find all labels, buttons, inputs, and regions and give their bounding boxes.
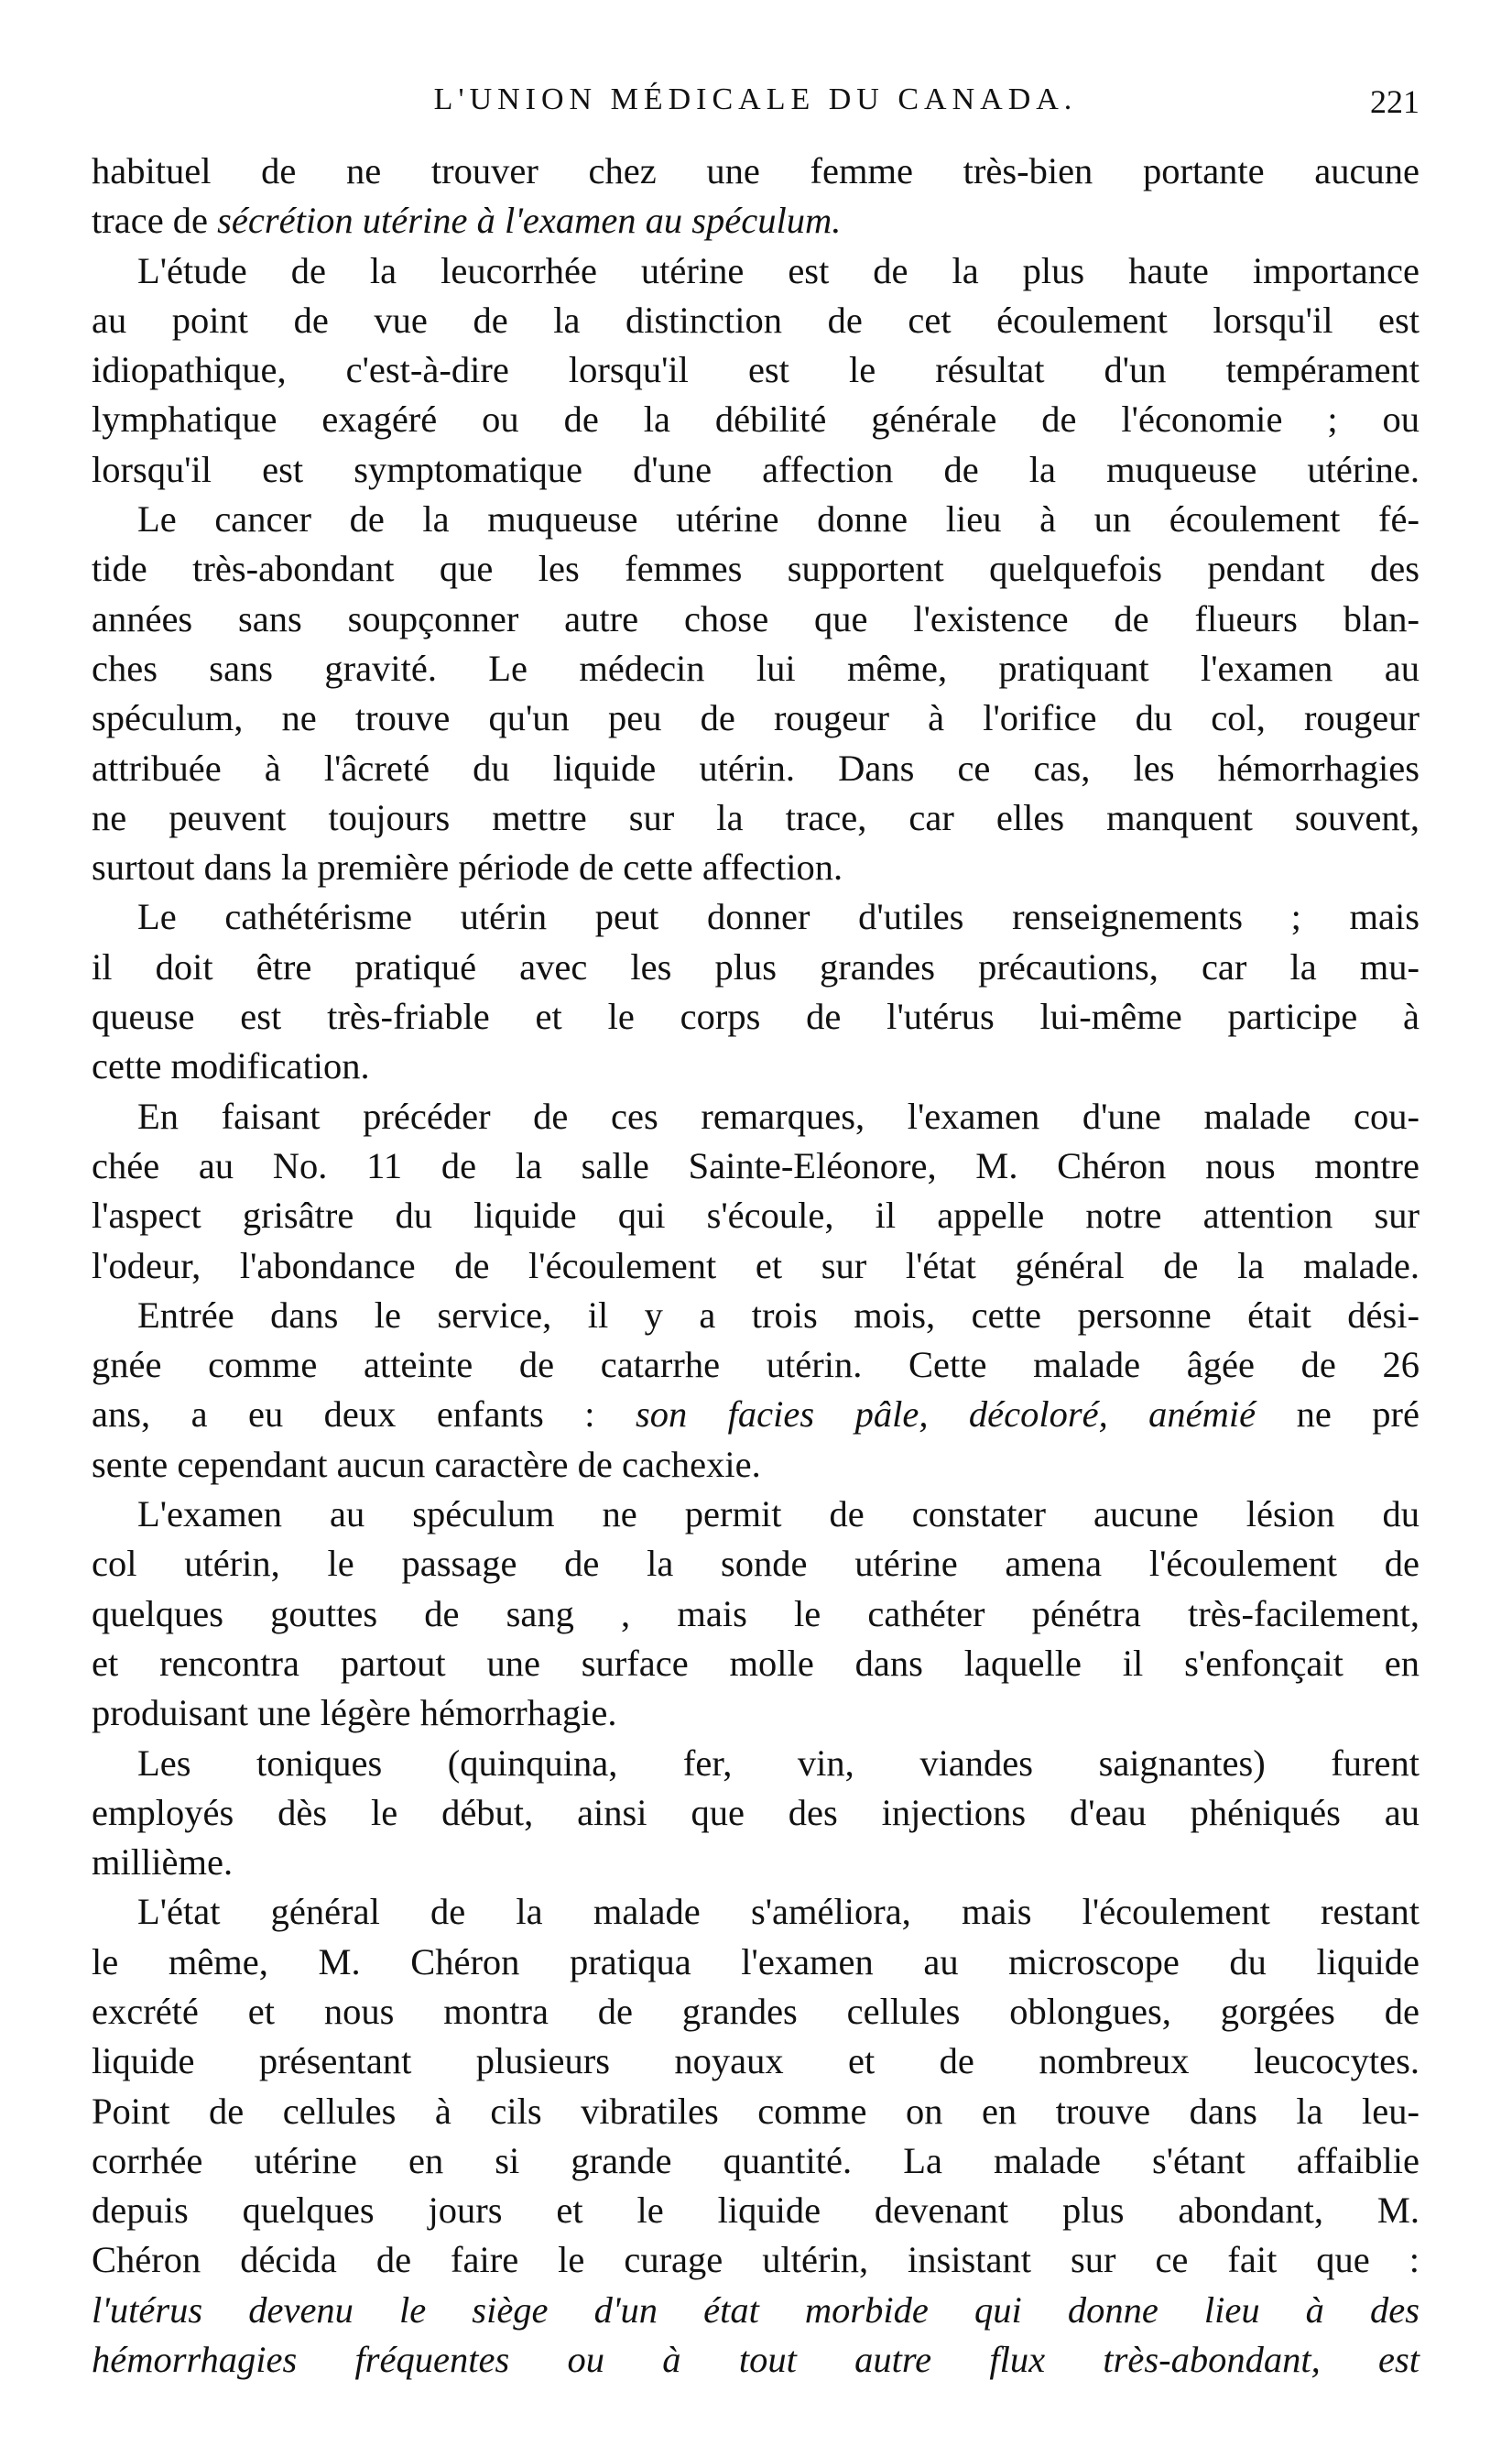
text-line [92, 943, 1420, 992]
text-line [92, 246, 1420, 296]
text-line [92, 793, 1420, 843]
text-line [92, 2087, 1420, 2136]
text-line [92, 2235, 1420, 2285]
text-segment: habituel de ne trouver chez une femme très-bien portante aucune [92, 150, 1420, 191]
text-segment: Le cancer de la muqueuse utérine donne lieu à un écoulement fé- [137, 498, 1420, 541]
text-line [92, 2037, 1420, 2086]
text-segment: lymphatique exagéré ou de la débilité générale de l'économie ; ou [92, 399, 1420, 441]
text-segment: l'utérus devenu le siège d'un état morbide qui donne lieu à des [92, 2288, 1420, 2331]
text-line [92, 544, 1420, 594]
page-number: 221 [1370, 83, 1420, 120]
text-segment: le même, M. Chéron pratiqua l'examen au microscope du liquide [92, 1940, 1420, 1982]
article-body [92, 147, 1420, 2385]
text-segment: Les toniques (quinquina, fer, vin, viandes saignantes) furent [137, 1742, 1420, 1784]
text-line [92, 1838, 1420, 1887]
text-segment: spéculum, ne trouve qu'un peu de rougeur à l'orifice du col, rougeur [92, 697, 1420, 739]
text-line [92, 196, 1420, 246]
text-line [92, 345, 1420, 395]
text-segment: L'étude de la leucorrhée utérine est de la plus haute importance [137, 249, 1420, 291]
text-segment: employés dès le début, ainsi que des injections d'eau phéniqués au [92, 1791, 1420, 1833]
text-line [92, 2335, 1420, 2385]
text-segment: au point de vue de la distinction de cet écoulement lorsqu'il est [92, 299, 1420, 341]
text-line [92, 2286, 1420, 2335]
text-line [92, 395, 1420, 444]
text-segment: ches sans gravité. Le médecin lui même, pratiquant l'examen au [92, 647, 1420, 689]
text-segment: lorsqu'il est symptomatique d'une affection de la muqueuse utérine. [92, 448, 1420, 490]
text-segment: idiopathique, c'est-à-dire lorsqu'il est le résultat d'un tempérament [92, 349, 1420, 391]
text-line [92, 1887, 1420, 1937]
text-line [92, 1191, 1420, 1240]
running-head [92, 82, 1420, 147]
text-line [92, 744, 1420, 793]
text-segment: millième. [92, 1841, 234, 1884]
text-segment: tide très-abondant que les femmes supportent quelquefois pendant des [92, 548, 1420, 590]
text-segment: Entrée dans le service, il y a trois mois, cette personne était dési- [137, 1294, 1420, 1336]
text-segment: queuse est très-friable et le corps de l'utérus lui-même participe à [92, 996, 1420, 1038]
text-line [92, 1440, 1420, 1490]
text-segment: produisant une légère hémorrhagie. [92, 1692, 617, 1734]
text-segment: hémorrhagies fréquentes ou à tout autre flux très-abondant, est [92, 2339, 1420, 2381]
text-segment: liquide présentant plusieurs noyaux et de nombreux leucocytes. [92, 2040, 1420, 2082]
text-line [92, 147, 1420, 196]
text-segment: excrété et nous montra de grandes cellules oblongues, gorgées de [92, 1990, 1420, 2032]
text-line [92, 2136, 1420, 2186]
text-line [92, 1291, 1420, 1340]
text-segment: son facies pâle, décoloré, anémié [635, 1393, 1256, 1436]
text-line [92, 1340, 1420, 1390]
text-line [92, 1987, 1420, 2037]
text-line [92, 892, 1420, 942]
text-line [92, 1739, 1420, 1788]
text-line [92, 296, 1420, 345]
text-segment: attribuée à l'âcreté du liquide utérin. Dans ce cas, les hémorrhagies [92, 747, 1420, 789]
text-line [92, 1241, 1420, 1291]
text-segment: quelques gouttes de sang , mais le cathéter pénétra très-facilement, [92, 1592, 1420, 1634]
document-page [92, 82, 1420, 2385]
journal-title: L'UNION MÉDICALE DU CANADA. [433, 82, 1078, 116]
text-segment: ans, a eu deux enfants : [92, 1393, 636, 1436]
text-line [92, 1688, 1420, 1738]
text-segment: col utérin, le passage de la sonde utérine amena l'écoulement de [92, 1543, 1420, 1585]
text-line [92, 1390, 1420, 1439]
text-line [92, 595, 1420, 644]
text-segment: et rencontra partout une surface molle dans laquelle il s'enfonçait en [92, 1642, 1420, 1684]
text-segment: il doit être pratiqué avec les plus grandes précautions, car la mu- [92, 945, 1420, 988]
text-line [92, 1042, 1420, 1091]
text-segment: Le cathétérisme utérin peut donner d'utiles renseignements ; mais [137, 896, 1420, 938]
text-segment: En faisant précéder de ces remarques, l'examen d'une malade cou- [137, 1095, 1420, 1137]
text-line [92, 992, 1420, 1042]
text-segment: surtout dans la première période de cette affection. [92, 846, 843, 889]
text-line [92, 644, 1420, 693]
text-segment: ne pré [1256, 1393, 1420, 1436]
text-line [92, 693, 1420, 743]
text-segment: trace de [92, 200, 218, 242]
text-segment: sécrétion utérine à l'examen au spéculum. [217, 200, 842, 242]
text-line [92, 2186, 1420, 2235]
text-segment: l'odeur, l'abondance de l'écoulement et sur l'état général de la malade. [92, 1244, 1420, 1286]
text-line [92, 1092, 1420, 1141]
text-line [92, 1490, 1420, 1539]
text-segment: Chéron décida de faire le curage ultérin, insistant sur ce fait que : [92, 2239, 1420, 2281]
text-line [92, 445, 1420, 495]
text-segment: L'examen au spéculum ne permit de constater aucune lésion du [137, 1493, 1420, 1535]
text-line [92, 495, 1420, 544]
text-segment: années sans soupçonner autre chose que l'existence de flueurs blan- [92, 597, 1420, 639]
text-line [92, 1788, 1420, 1838]
text-line [92, 1141, 1420, 1191]
text-line [92, 1539, 1420, 1589]
text-segment: corrhée utérine en si grande quantité. La malade s'étant affaiblie [92, 2139, 1420, 2181]
text-line [92, 843, 1420, 892]
text-segment: cette modification. [92, 1045, 370, 1087]
text-segment: l'aspect grisâtre du liquide qui s'écoule, il appelle notre attention sur [92, 1195, 1420, 1237]
text-segment: L'état général de la malade s'améliora, mais l'écoulement restant [137, 1891, 1420, 1933]
text-line [92, 1938, 1420, 1987]
text-line [92, 1639, 1420, 1688]
text-segment: ne peuvent toujours mettre sur la trace, car elles manquent souvent, [92, 796, 1420, 838]
text-segment: chée au No. 11 de la salle Sainte-Eléonore, M. Chéron nous montre [92, 1144, 1420, 1186]
text-line [92, 1589, 1420, 1639]
text-segment: gnée comme atteinte de catarrhe utérin. Cette malade âgée de 26 [92, 1344, 1420, 1386]
text-segment: Point de cellules à cils vibratiles comme on en trouve dans la leu- [92, 2090, 1420, 2132]
text-segment: sente cependant aucun caractère de cachexie. [92, 1443, 761, 1485]
text-segment: depuis quelques jours et le liquide devenant plus abondant, M. [92, 2189, 1420, 2232]
